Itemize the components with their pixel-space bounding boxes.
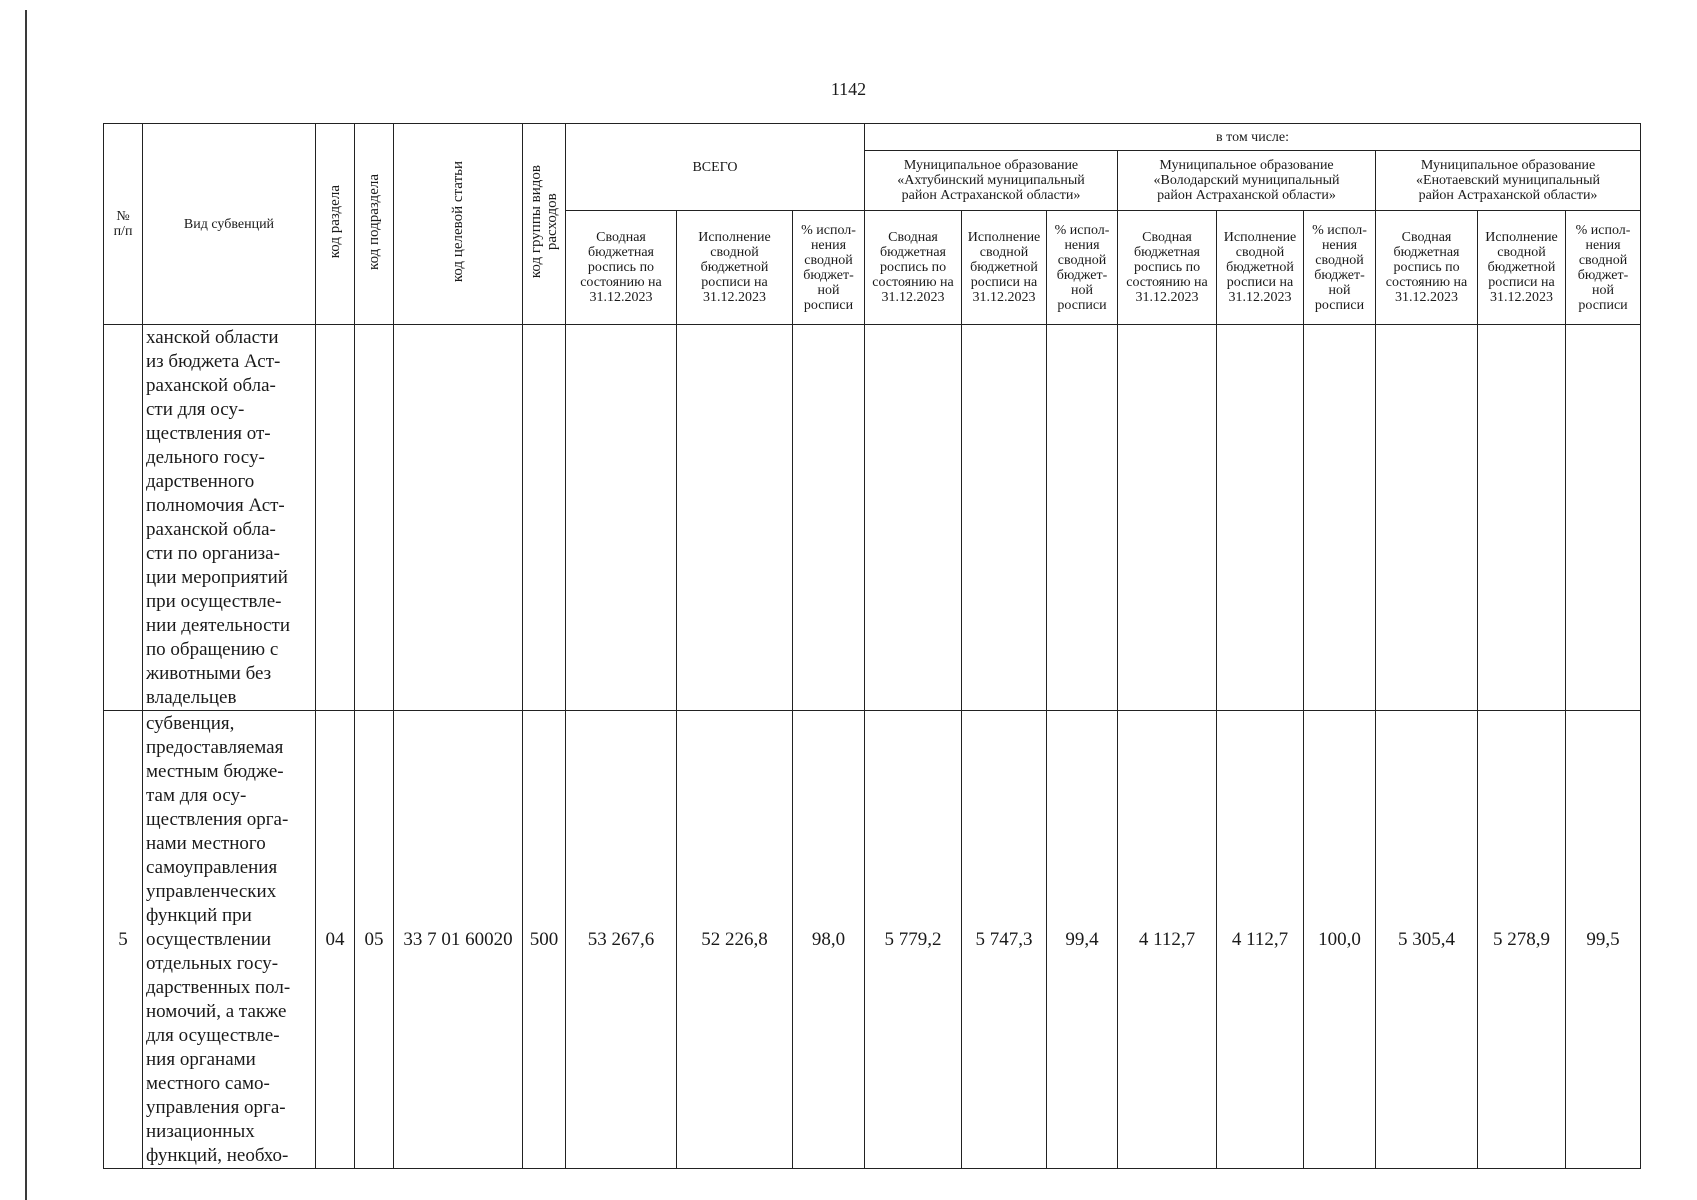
row-section: 04 <box>316 711 355 1169</box>
row-mo1-exec: 5 747,3 <box>962 711 1047 1169</box>
header-mo1-exec: Исполнение сводной бюджетной росписи на 31.12.2023 <box>962 211 1047 325</box>
row-total-exec <box>677 325 793 711</box>
row-total-pct: 98,0 <box>793 711 865 1169</box>
header-type: Вид субвенций <box>143 124 316 325</box>
header-mo2-plan: Сводная бюджетная роспись по состоянию на 31.12.2023 <box>1118 211 1217 325</box>
header-including: в том числе: <box>865 124 1641 151</box>
row-total-exec: 52 226,8 <box>677 711 793 1169</box>
header-mo2-pct: % испол- нения сводной бюджет- ной росписи <box>1304 211 1376 325</box>
header-target <box>394 124 523 325</box>
header-total-exec: Исполнение сводной бюджетной росписи на 31.12.2023 <box>677 211 793 325</box>
row-subsection: 05 <box>355 711 394 1169</box>
row-mo2-exec <box>1217 325 1304 711</box>
row-no <box>104 325 143 711</box>
row-mo2-plan <box>1118 325 1217 711</box>
header-group-label: код группы видов расходов <box>528 165 560 279</box>
row-no: 5 <box>104 711 143 1169</box>
row-mo1-pct <box>1047 325 1118 711</box>
header-mo-3: Муниципальное образование «Енотаевский муниципальный район Астраханской области» <box>1376 151 1641 211</box>
header-mo-2: Муниципальное образование «Володарский муниципальный район Астраханской области» <box>1118 151 1376 211</box>
header-section-label: код раздела <box>327 185 343 259</box>
row-mo2-exec: 4 112,7 <box>1217 711 1304 1169</box>
row-mo3-exec: 5 278,9 <box>1478 711 1566 1169</box>
row-mo2-pct: 100,0 <box>1304 711 1376 1169</box>
header-mo1-pct: % испол- нения сводной бюджет- ной росписи <box>1047 211 1118 325</box>
header-mo2-exec: Исполнение сводной бюджетной росписи на 31.12.2023 <box>1217 211 1304 325</box>
row-mo3-exec <box>1478 325 1566 711</box>
row-mo3-pct <box>1566 325 1641 711</box>
row-mo1-exec <box>962 325 1047 711</box>
row-mo1-plan: 5 779,2 <box>865 711 962 1169</box>
row-mo2-pct <box>1304 325 1376 711</box>
row-subsection <box>355 325 394 711</box>
row-mo2-plan: 4 112,7 <box>1118 711 1217 1169</box>
row-target: 33 7 01 60020 <box>394 711 523 1169</box>
row-total-plan <box>566 325 677 711</box>
header-mo3-exec: Исполнение сводной бюджетной росписи на 31.12.2023 <box>1478 211 1566 325</box>
binding-line <box>25 10 27 1200</box>
table-row <box>104 711 1641 1169</box>
budget-table <box>103 123 1641 1169</box>
header-mo3-pct: % испол- нения сводной бюджет- ной росписи <box>1566 211 1641 325</box>
row-description: субвенция, предоставляемая местным бюдже- там для осу- ществления орга- нами местного самоуправления управленческих функций при осуществлении отдельных госу- дарственных пол- номочий, а также для осуществле- ния органами местного само- управления орга- низационных функций, необхо- <box>143 711 316 1169</box>
header-total-pct: % испол- нения сводной бюджет- ной росписи <box>793 211 865 325</box>
header-section <box>316 124 355 325</box>
header-total: ВСЕГО <box>566 124 865 211</box>
header-row-1 <box>104 124 1641 151</box>
header-subsection <box>355 124 394 325</box>
header-mo3-plan: Сводная бюджетная роспись по состоянию на 31.12.2023 <box>1376 211 1478 325</box>
header-total-plan: Сводная бюджетная роспись по состоянию на 31.12.2023 <box>566 211 677 325</box>
header-group <box>523 124 566 325</box>
row-total-pct <box>793 325 865 711</box>
row-mo1-plan <box>865 325 962 711</box>
row-mo1-pct: 99,4 <box>1047 711 1118 1169</box>
row-description: ханской области из бюджета Аст- раханской обла- сти для осу- ществления от- дельного госу- дарственного полномочия Аст- раханской обла- сти по организа- ции мероприятий при осуществле- нии деятельности по обращению с животными без владельцев <box>143 325 316 711</box>
row-group: 500 <box>523 711 566 1169</box>
header-mo1-plan: Сводная бюджетная роспись по состоянию на 31.12.2023 <box>865 211 962 325</box>
table-row <box>104 325 1641 711</box>
row-total-plan: 53 267,6 <box>566 711 677 1169</box>
row-mo3-plan: 5 305,4 <box>1376 711 1478 1169</box>
row-mo3-pct: 99,5 <box>1566 711 1641 1169</box>
row-mo3-plan <box>1376 325 1478 711</box>
row-section <box>316 325 355 711</box>
header-mo-1: Муниципальное образование «Ахтубинский муниципальный район Астраханской области» <box>865 151 1118 211</box>
header-subsection-label: код подраздела <box>366 174 382 270</box>
row-target <box>394 325 523 711</box>
header-target-label: код целевой статьи <box>450 161 466 283</box>
row-group <box>523 325 566 711</box>
header-no: № п/п <box>104 124 143 325</box>
page-number: 1142 <box>830 79 867 99</box>
